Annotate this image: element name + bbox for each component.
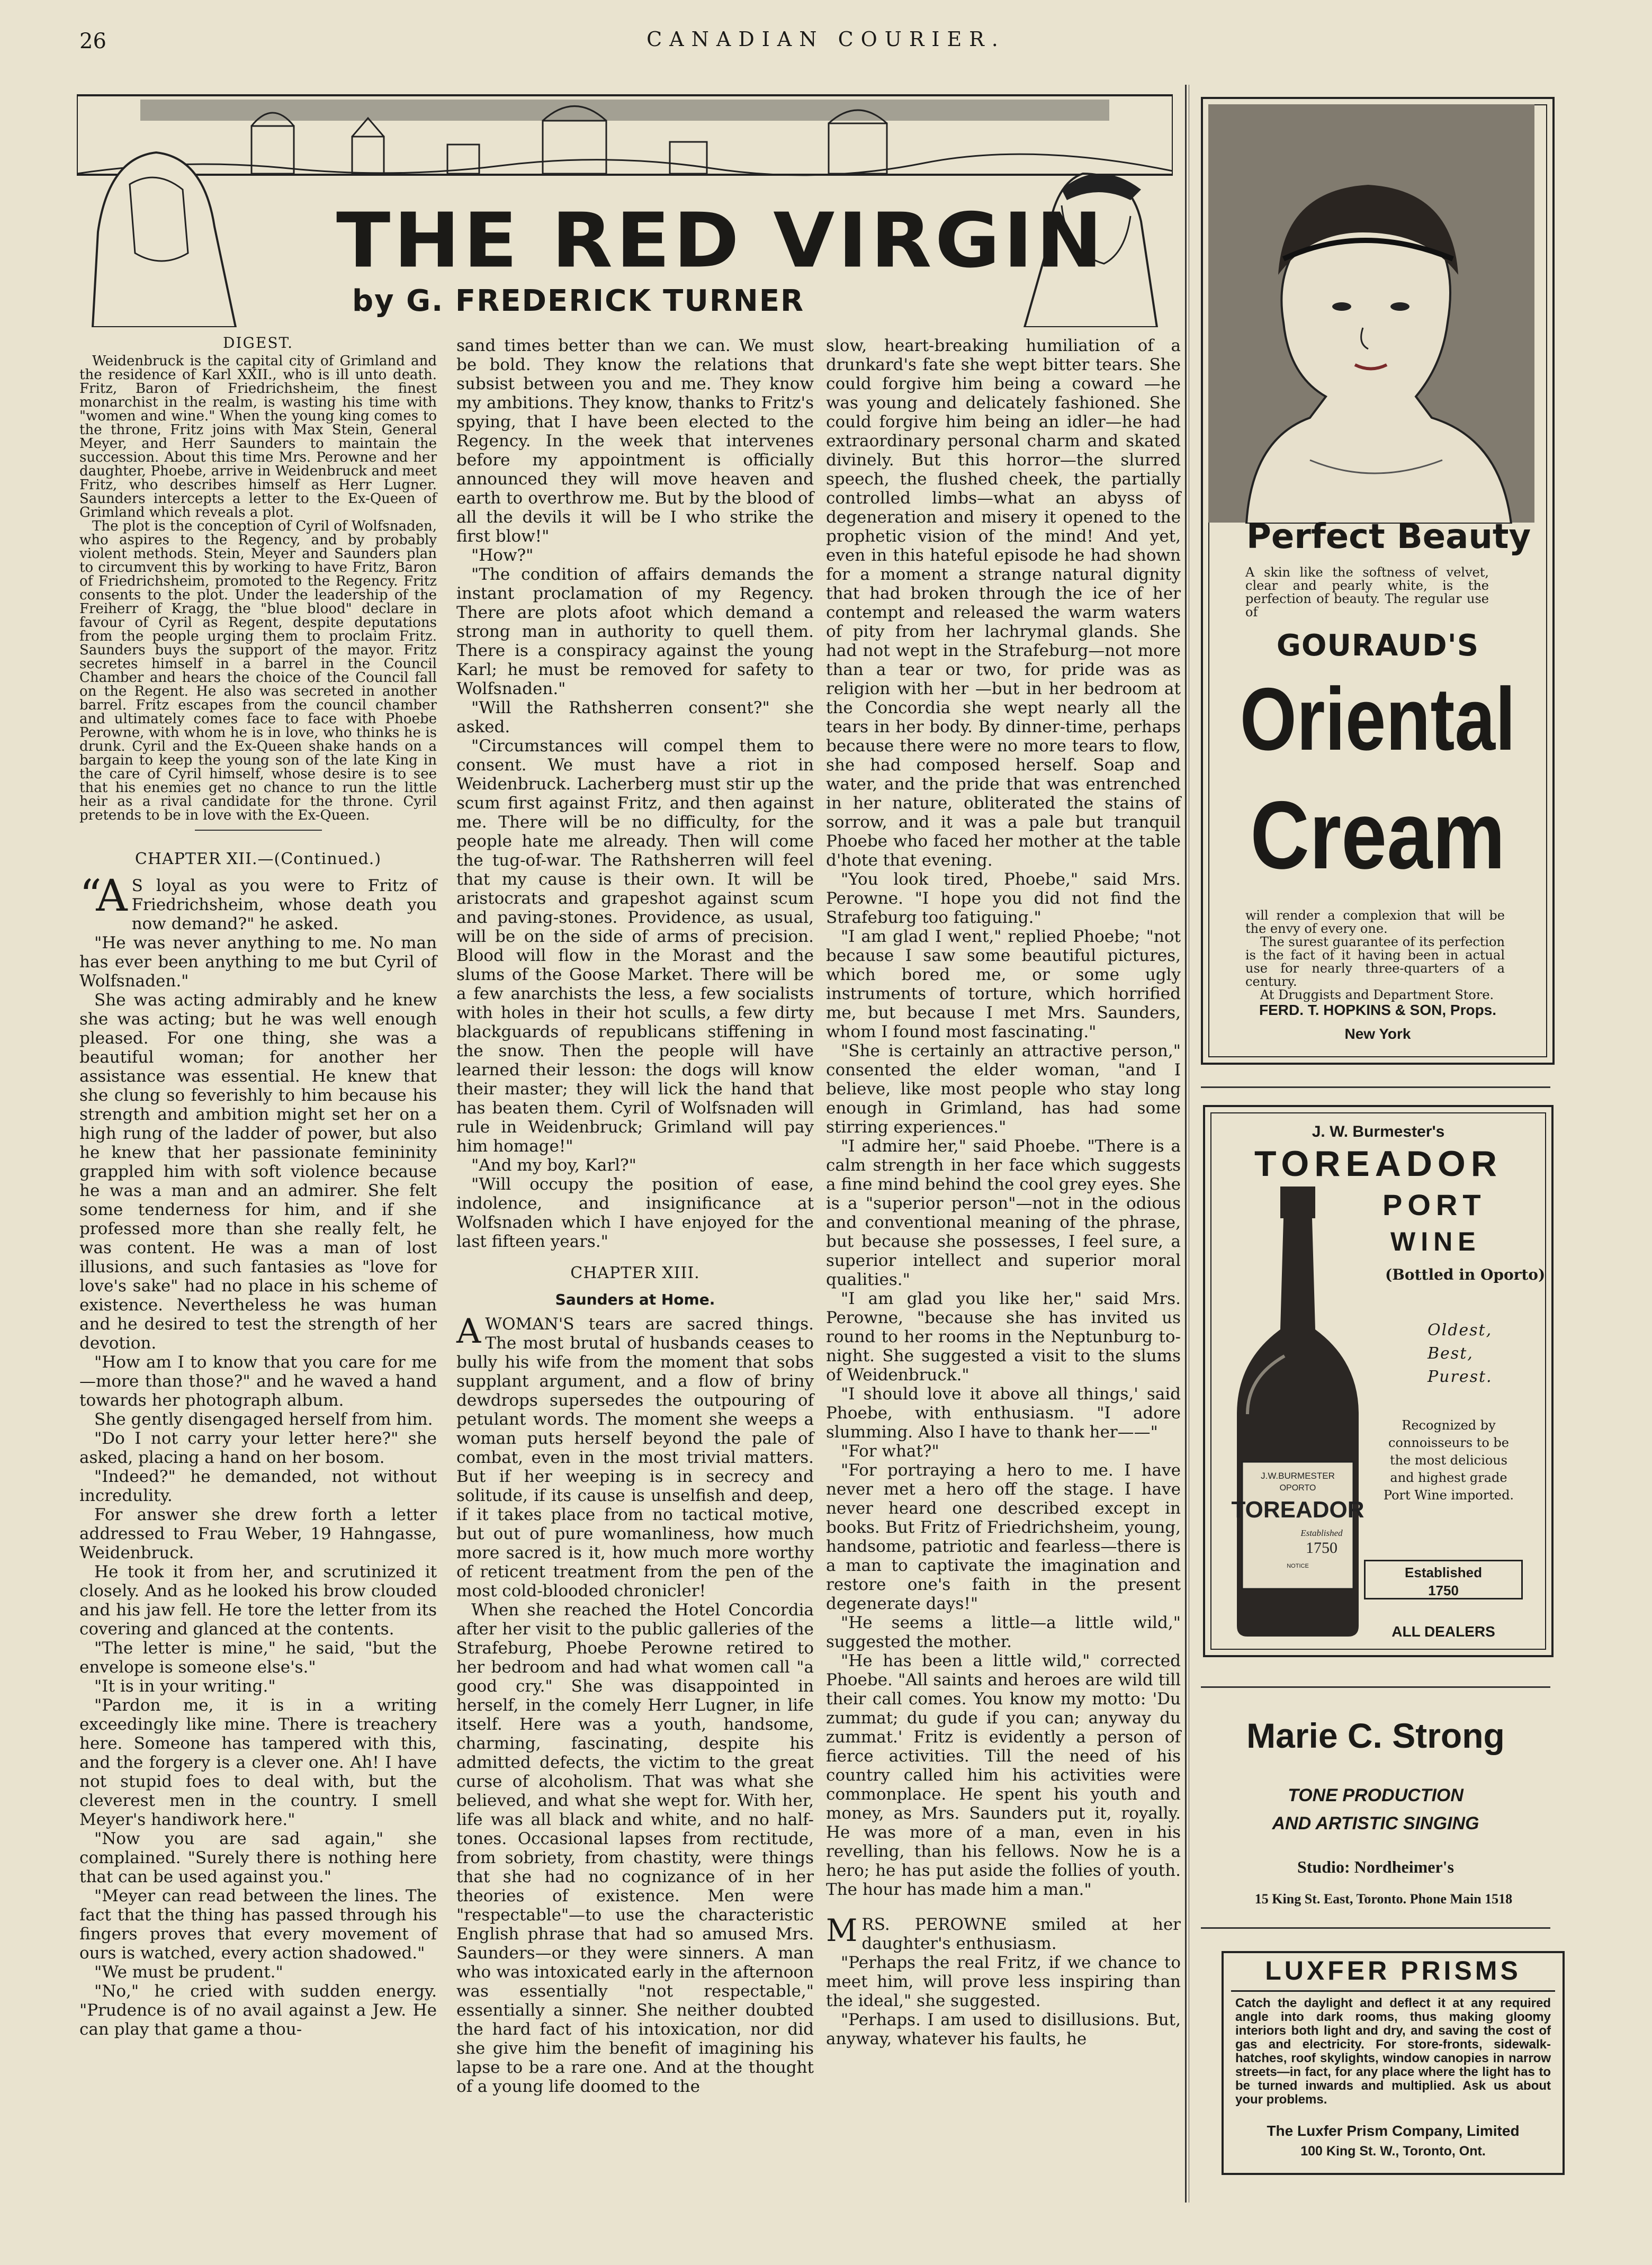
paragraph: "Pardon me, it is in a writing exceedingly like mine. There is treachery here. Someone has tampered with this, and the forgery is a clever one. Ah! I have not stupid foes to deal with, but the cleverest men in the country. I smell Meyer's handiwork here." — [79, 1696, 437, 1829]
ad-address: 100 King St. W., Toronto, Ont. — [1300, 2144, 1486, 2159]
page-number: 26 — [79, 29, 106, 53]
chapter-opening-paragraph: “A S loyal as you were to Fritz of Friedrichsheim, whose death you now demand?" he asked. — [79, 871, 437, 933]
bottle-label-notice: NOTICE — [1287, 1563, 1309, 1569]
paragraph: "He was never anything to me. No man has ever been anything to me but Cyril of Wolfsnaden." — [79, 933, 437, 991]
digest-paragraph: The plot is the conception of Cyril of Wolfsnaden, who aspires to the Regency, and by probably violent methods. Stein, Meyer and Saunders plan to circumvent this by working to have Fritz, Baron of Friedrichsheim, promoted to the Regency. Fritz consents to the plot. Under the leadership of the Freiherr of Kragg, the "blue blood" declare in favour of Cyril as Regent, despite deputations from the people urging them to proclaim Fritz. Saunders buys the support of the mayor. Fritz secretes himself in a barrel in the Council Chamber and hears the choice of the Council fall on the Regent. He also was secreted in another barrel. Fritz escapes from the council chamber and ultimately comes face to face with Phoebe Perowne, with whom he is in love, who thinks he is drunk. Cyril and the Ex-Queen shake hands on a bargain to keep the young son of the late King in the care of Cyril himself, whose desire is to see that his enemies get no chance to run the little heir as a rival candidate for the throne. Cyril pretends to be in love with the Ex-Queen. — [79, 518, 437, 823]
ad-product-word-1: Oriental — [1240, 669, 1516, 769]
digest-heading: DIGEST. — [223, 334, 293, 352]
bottle-label-city: OPORTO — [1279, 1484, 1316, 1493]
drop-cap: A — [456, 1312, 481, 1351]
bottle-label-maker: J.W.BURMESTER — [1261, 1471, 1335, 1481]
article-column-3 — [826, 336, 1181, 2048]
ad-headline: Perfect Beauty — [1246, 517, 1531, 556]
paragraph: "I should love it above all things,' said Phoebe, with enthusiasm. "I adore slumming. Also I have to thank her——" — [826, 1385, 1181, 1442]
paragraph: "No," he cried with sudden energy. "Prudence is of no avail against a Jew. He can play that game a thou- — [79, 1982, 437, 2039]
story-byline: by G. FREDERICK TURNER — [352, 284, 805, 318]
paragraph: "She is certainly an attractive person," consented the elder woman, "and I believe, like most people who stay long enough in Grimland, has had some stirring experiences." — [826, 1041, 1181, 1137]
drop-cap: “A — [79, 871, 128, 921]
paragraph: "We must be prudent." — [94, 1963, 283, 1982]
ad-company: The Luxfer Prism Company, Limited — [1267, 2123, 1520, 2139]
paragraph: "Perhaps the real Fritz, if we chance to meet him, will prove less inspiring than the ideal," she suggested. — [826, 1953, 1181, 2010]
ad-maker: J. W. Burmester's — [1312, 1123, 1445, 1140]
ad-brand: GOURAUD'S — [1276, 628, 1479, 663]
ad-product-word-2: Cream — [1250, 781, 1505, 889]
paragraph: "Circumstances will compel them to consent. We must have a riot in Weidenbruck. Lacherberg must stir up the scum first against Fritz, and then against me. There will be no difficulty, for the people hate me already. Then will come the tug-of-war. The Rathsherren will feel that my cause is their own. It will be aristocrats and grapeshot against scum and paving-stones. Providence, as usual, will be on the side of arms of precision. Blood will flow in the Morast and the slums of the Goose Market. There will be a few anarchists the less, a few socialists with holes in their hot sculls, a few dirty blackguards of republicans stiffening in the snow. Then the people will have learned their lesson: the dogs will know their master; they will lick the hand that has beaten them. Cyril of Wolfsnaden will rule in Weidenbruck; Grimland will pay him homage!" — [456, 736, 814, 1156]
bottle-label-established: Established — [1300, 1528, 1343, 1538]
paragraph: "Will the Rathsherren consent?" she asked. — [456, 698, 814, 736]
paragraph: When she reached the Hotel Concordia after her visit to the public galleries of the Strafeburg, Phoebe Perowne retired to her bedroom and had what women call "a good cry." She was disappointed in herself, in the comely Herr Lugner, in life itself. Here was a youth, handsome, charming, fascinating, despite his admitted defects, the victim to the great curse of alcoholism. That was what she believed, and what she wept for. With her, life was all black and white, and no half-tones. Occasional lapses from rectitude, from sobriety, from chastity, were things that she had no cognizance of in her theories of existence. Men were "respectable"—to use the characteristic English phrase that had so amused Mrs. Saunders—or they were sinners. A man who was intoxicated early in the afternoon was essentially "not respectable," essentially a sinner. She neither doubted the hard fact of his intoxication, nor did she give him the benefit of imagining his lapse to be a rare one. And at the thought of a young life doomed to the — [456, 1601, 814, 2096]
ad-separator — [1201, 1086, 1550, 1088]
ad-established-box: Established 1750 — [1364, 1560, 1523, 1599]
ad-city: New York — [1344, 1026, 1411, 1042]
ad-gouraud-oriental-cream — [1201, 97, 1555, 1065]
ad-maker: FERD. T. HOPKINS & SON, Props. — [1259, 1002, 1497, 1018]
paragraph: For answer she drew forth a letter addressed to Frau Weber, 19 Hahngasse, Weidenbruck. — [79, 1505, 437, 1562]
paragraph: "Indeed?" he demanded, not without incredulity. — [79, 1467, 437, 1505]
ad-service-line-2: AND ARTISTIC SINGING — [1272, 1813, 1479, 1833]
paragraph: "Now you are sad again," she complained. "Surely there is nothing here that can be used against you." — [79, 1829, 437, 1886]
ad-title-rule — [1231, 1990, 1555, 1992]
ad-toreador-port-wine — [1203, 1105, 1554, 1657]
story-title: THE RED VIRGIN — [336, 197, 1106, 285]
paragraph: "You look tired, Phoebe," said Mrs. Perowne. "I hope you did not find the Strafeburg too fatiguing." — [826, 870, 1181, 927]
ad-address: 15 King St. East, Toronto. Phone Main 1518 — [1254, 1891, 1513, 1907]
paragraph: "I am glad you like her," said Mrs. Perowne, "because she has invited us round to her rooms in the Neptunburg to-night. She suggested a visit to the slums of Weidenbruck." — [826, 1289, 1181, 1385]
digest — [79, 336, 437, 822]
paragraph: "He seems a little—a little wild," suggested the mother. — [826, 1613, 1181, 1651]
paragraph: "For portraying a hero to me. I have never met a hero off the stage. I have never heard one described except in books. But Fritz of Friedrichsheim, young, handsome, patriotic and fearless—there is a man to captivate the imagination and restore one's faith in the present degenerate days!" — [826, 1461, 1181, 1613]
article-column-2 — [456, 336, 814, 2096]
chapter-heading: CHAPTER XIII. — [570, 1264, 700, 1282]
chapter-heading: CHAPTER XII.—(Continued.) — [134, 850, 382, 868]
ad-description: A skin like the softness of velvet, clear and pearly white, is the perfection of beauty. The regular use of — [1245, 565, 1489, 619]
paragraph: "And my boy, Karl?" — [471, 1156, 636, 1175]
ad-separator — [1201, 1686, 1550, 1688]
ad-luxfer-prisms — [1222, 1951, 1565, 2175]
ad-product-line-3: WINE — [1390, 1227, 1481, 1256]
ad-body: will render a complexion that will be the envy of every one. The surest guarantee of its perfection is the fact of it having been in actual use for nearly three-quarters of a century. At Druggists and Department Store. — [1245, 908, 1505, 1002]
ad-product-line-2: PORT — [1382, 1188, 1486, 1221]
paragraph: "Perhaps. I am used to disillusions. But, anyway, whatever his faults, he — [826, 2010, 1181, 2048]
ad-service-line-1: TONE PRODUCTION — [1288, 1785, 1464, 1805]
bottle-label-brand: TOREADOR — [1232, 1497, 1364, 1523]
paragraph: "Do I not carry your letter here?" she asked, placing a hand on her bosom. — [79, 1429, 437, 1467]
ad-title: LUXFER PRISMS — [1265, 1956, 1521, 1985]
section-opening-paragraph: MRS. PEROWNE smiled at her daughter's enthusiasm. — [826, 1912, 1181, 1953]
section-divider — [195, 830, 322, 831]
article-column-1 — [79, 336, 437, 2039]
publication-title: CANADIAN COURIER. — [647, 28, 1005, 51]
bottle-label-year: 1750 — [1306, 1539, 1337, 1557]
ad-separator — [1201, 1927, 1550, 1929]
wine-bottle-illustration — [1232, 1187, 1364, 1642]
drop-cap: M — [826, 1912, 858, 1948]
paragraph: "The letter is mine," he said, "but the envelope is someone else's." — [79, 1639, 437, 1677]
ad-dealers: ALL DEALERS — [1391, 1623, 1495, 1640]
paragraph: "Will occupy the position of ease, indolence, and insignificance at Wolfsnaden which I have enjoyed for the last fifteen years." — [456, 1175, 814, 1251]
paragraph: slow, heart-breaking humiliation of a drunkard's fate she wept bitter tears. She could forgive him being a coward —he was young and delicately fashioned. She could forgive him being an idler—he had extraordinary personal charm and skated divinely. But this horror—the slurred speech, the flushed cheek, the partially controlled limbs—what an abyss of degeneration and misery it opened to the prophetic vision of the mind! And yet, even in this hateful episode he had shown for a moment a strange natural dignity that had broken through the ice of her contempt and released the warm waters of pity from her lachrymal glands. She had not wept in the Strafeburg—not more than a tear or two, for pride was as religion with her —but in her bedroom at the Concordia she wept nearly all the tears in her body. By dinner-time, perhaps because there were no more tears to flow, she had composed herself. Soap and water, and the pride that was entrenched in her nature, obliterated the stains of sorrow, and it was a pale but tranquil Phoebe who faced her mother at the table d'hote that evening. — [826, 336, 1181, 870]
ad-body: Recognized by connoisseurs to be the most delicious and highest grade Port Wine imported. — [1383, 1418, 1514, 1503]
woman-portrait-illustration — [1204, 100, 1539, 524]
paragraph: "How am I to know that you care for me—more than those?" and he waved a hand towards her photograph album. — [79, 1353, 437, 1410]
ad-body: Catch the daylight and deflect it at any required angle into dark rooms, thus making gloomy interiors both light and dry, and saving the cost of gas and electricity. For store-fronts, sidewalk-hatches, roof skylights, window canopies in narrow streets—in fact, for any place where the light has to be turned inwards and multiplied. Ask us about your problems. — [1235, 1996, 1551, 2107]
paragraph: sand times better than we can. We must be bold. They know the relations that subsist between you and me. They know my ambitions. They know, thanks to Fritz's spying, that I have been elected to the Regency. In the week that intervenes before my appointment is officially announced they will move heaven and earth to overthrow me. But by the blood of all the devils it will be I who strike the first blow!" — [456, 336, 814, 546]
paragraph: "Meyer can read between the lines. The fact that the thing has passed through his fingers proves that every movement of ours is watched, every action shadowed." — [79, 1886, 437, 1963]
paragraph: "How?" — [471, 546, 534, 565]
ad-bottled-note: (Bottled in Oporto) — [1385, 1266, 1546, 1283]
paragraph: "I admire her," said Phoebe. "There is a calm strength in her face which suggests a fine mind behind the cool grey eyes. She is a "superior person"—not in the odious and conventional meaning of the phrase, but because she possesses, I feel sure, a superior intellect and superior moral qualities." — [826, 1137, 1181, 1289]
column-divider — [1185, 85, 1187, 2203]
paragraph: "I am glad I went," replied Phoebe; "not because I saw some beautiful pictures, which bored me, or some ugly instruments of torture, which horrified me, but because I met Mrs. Saunders, whom I found most fascinating." — [826, 927, 1181, 1041]
chapter-subheading: Saunders at Home. — [555, 1291, 715, 1308]
paragraph: He took it from her, and scrutinized it closely. And as he looked his brow clouded and his jaw fell. He tore the letter from its covering and glanced at the contents. — [79, 1562, 437, 1639]
ad-tagline: Oldest, Best, Purest. — [1427, 1321, 1493, 1386]
paragraph: "For what?" — [841, 1442, 939, 1461]
digest-paragraph: Weidenbruck is the capital city of Grimland and the residence of Karl XXII., who is ill unto death. Fritz, Baron of Friedrichsheim, the finest monarchist in the realm, is wasting his time with "women and wine." When the young king comes to the throne, Fritz joins with Max Stein, General Meyer, and Herr Saunders to maintain the succession. About this time Mrs. Perowne and her daughter, Phoebe, arrive in Weidenbruck and meet Fritz, who describes himself as Herr Lugner. Saunders intercepts a letter to the Ex-Queen of Grimland which reveals a plot. — [79, 353, 437, 520]
ad-product-name: TOREADOR — [1254, 1144, 1502, 1184]
ad-teacher-name: Marie C. Strong — [1246, 1716, 1505, 1755]
paragraph: She gently disengaged herself from him. — [94, 1410, 433, 1429]
story-masthead — [77, 94, 1173, 327]
ad-studio: Studio: Nordheimer's — [1297, 1857, 1454, 1876]
paragraph: She was acting admirably and he knew she was acting; but he was well enough pleased. For one thing, she was a beautiful woman; for another her assistance was essential. He knew that she clung so feverishly to him because his strength and ambition might set her on a high rung of the ladder of power, but also he knew that her passionate femininity grappled him with soft violence because he was a man and an admirer. She felt some tenderness for him, and if she professed more than she really felt, he was content. He was a man of lost illusions, and such fantasies as "love for love's sake" had no place in his scheme of existence. Nevertheless he was human and he desired to test the strength of her devotion. — [79, 991, 437, 1353]
chapter-opening-paragraph: AWOMAN'S tears are sacred things. The most brutal of husbands ceases to bully his wife from the moment that sobs supplant argument, and a flow of briny dewdrops supersedes the outpouring of petulant words. The moment she weeps a woman puts herself beyond the pale of combat, even in the most trivial matters. But if her weeping is in secrecy and solitude, if its cause is unselfish and deep, if it takes place from no tactical motive, but out of pure womanliness, how much more sacred is it, how much more worthy of reticent treatment from the pen of the most cold-blooded chronicler! — [456, 1312, 814, 1601]
paragraph: "It is in your writing." — [94, 1677, 276, 1696]
paragraph: "The condition of affairs demands the instant proclamation of my Regency. There are plots afoot which demand a strong man in authority to quell them. There is a conspiracy against the young Karl; he must be removed for safety to Wolfsnaden." — [456, 565, 814, 698]
paragraph: "He has been a little wild," corrected Phoebe. "All saints and heroes are wild till their call comes. You know my motto: 'Du zummat; du gude if you can; anyway du zummat.' Fritz is evidently a person of fierce activities. Till the need of his country called him his activities were commonplace. He spent his youth and money, as Mrs. Saunders put it, royally. He was more of a man, even in his revelling, than his fellows. Now he is a hero; he has put aside the follies of youth. The hour has made him a man." — [826, 1651, 1181, 1899]
